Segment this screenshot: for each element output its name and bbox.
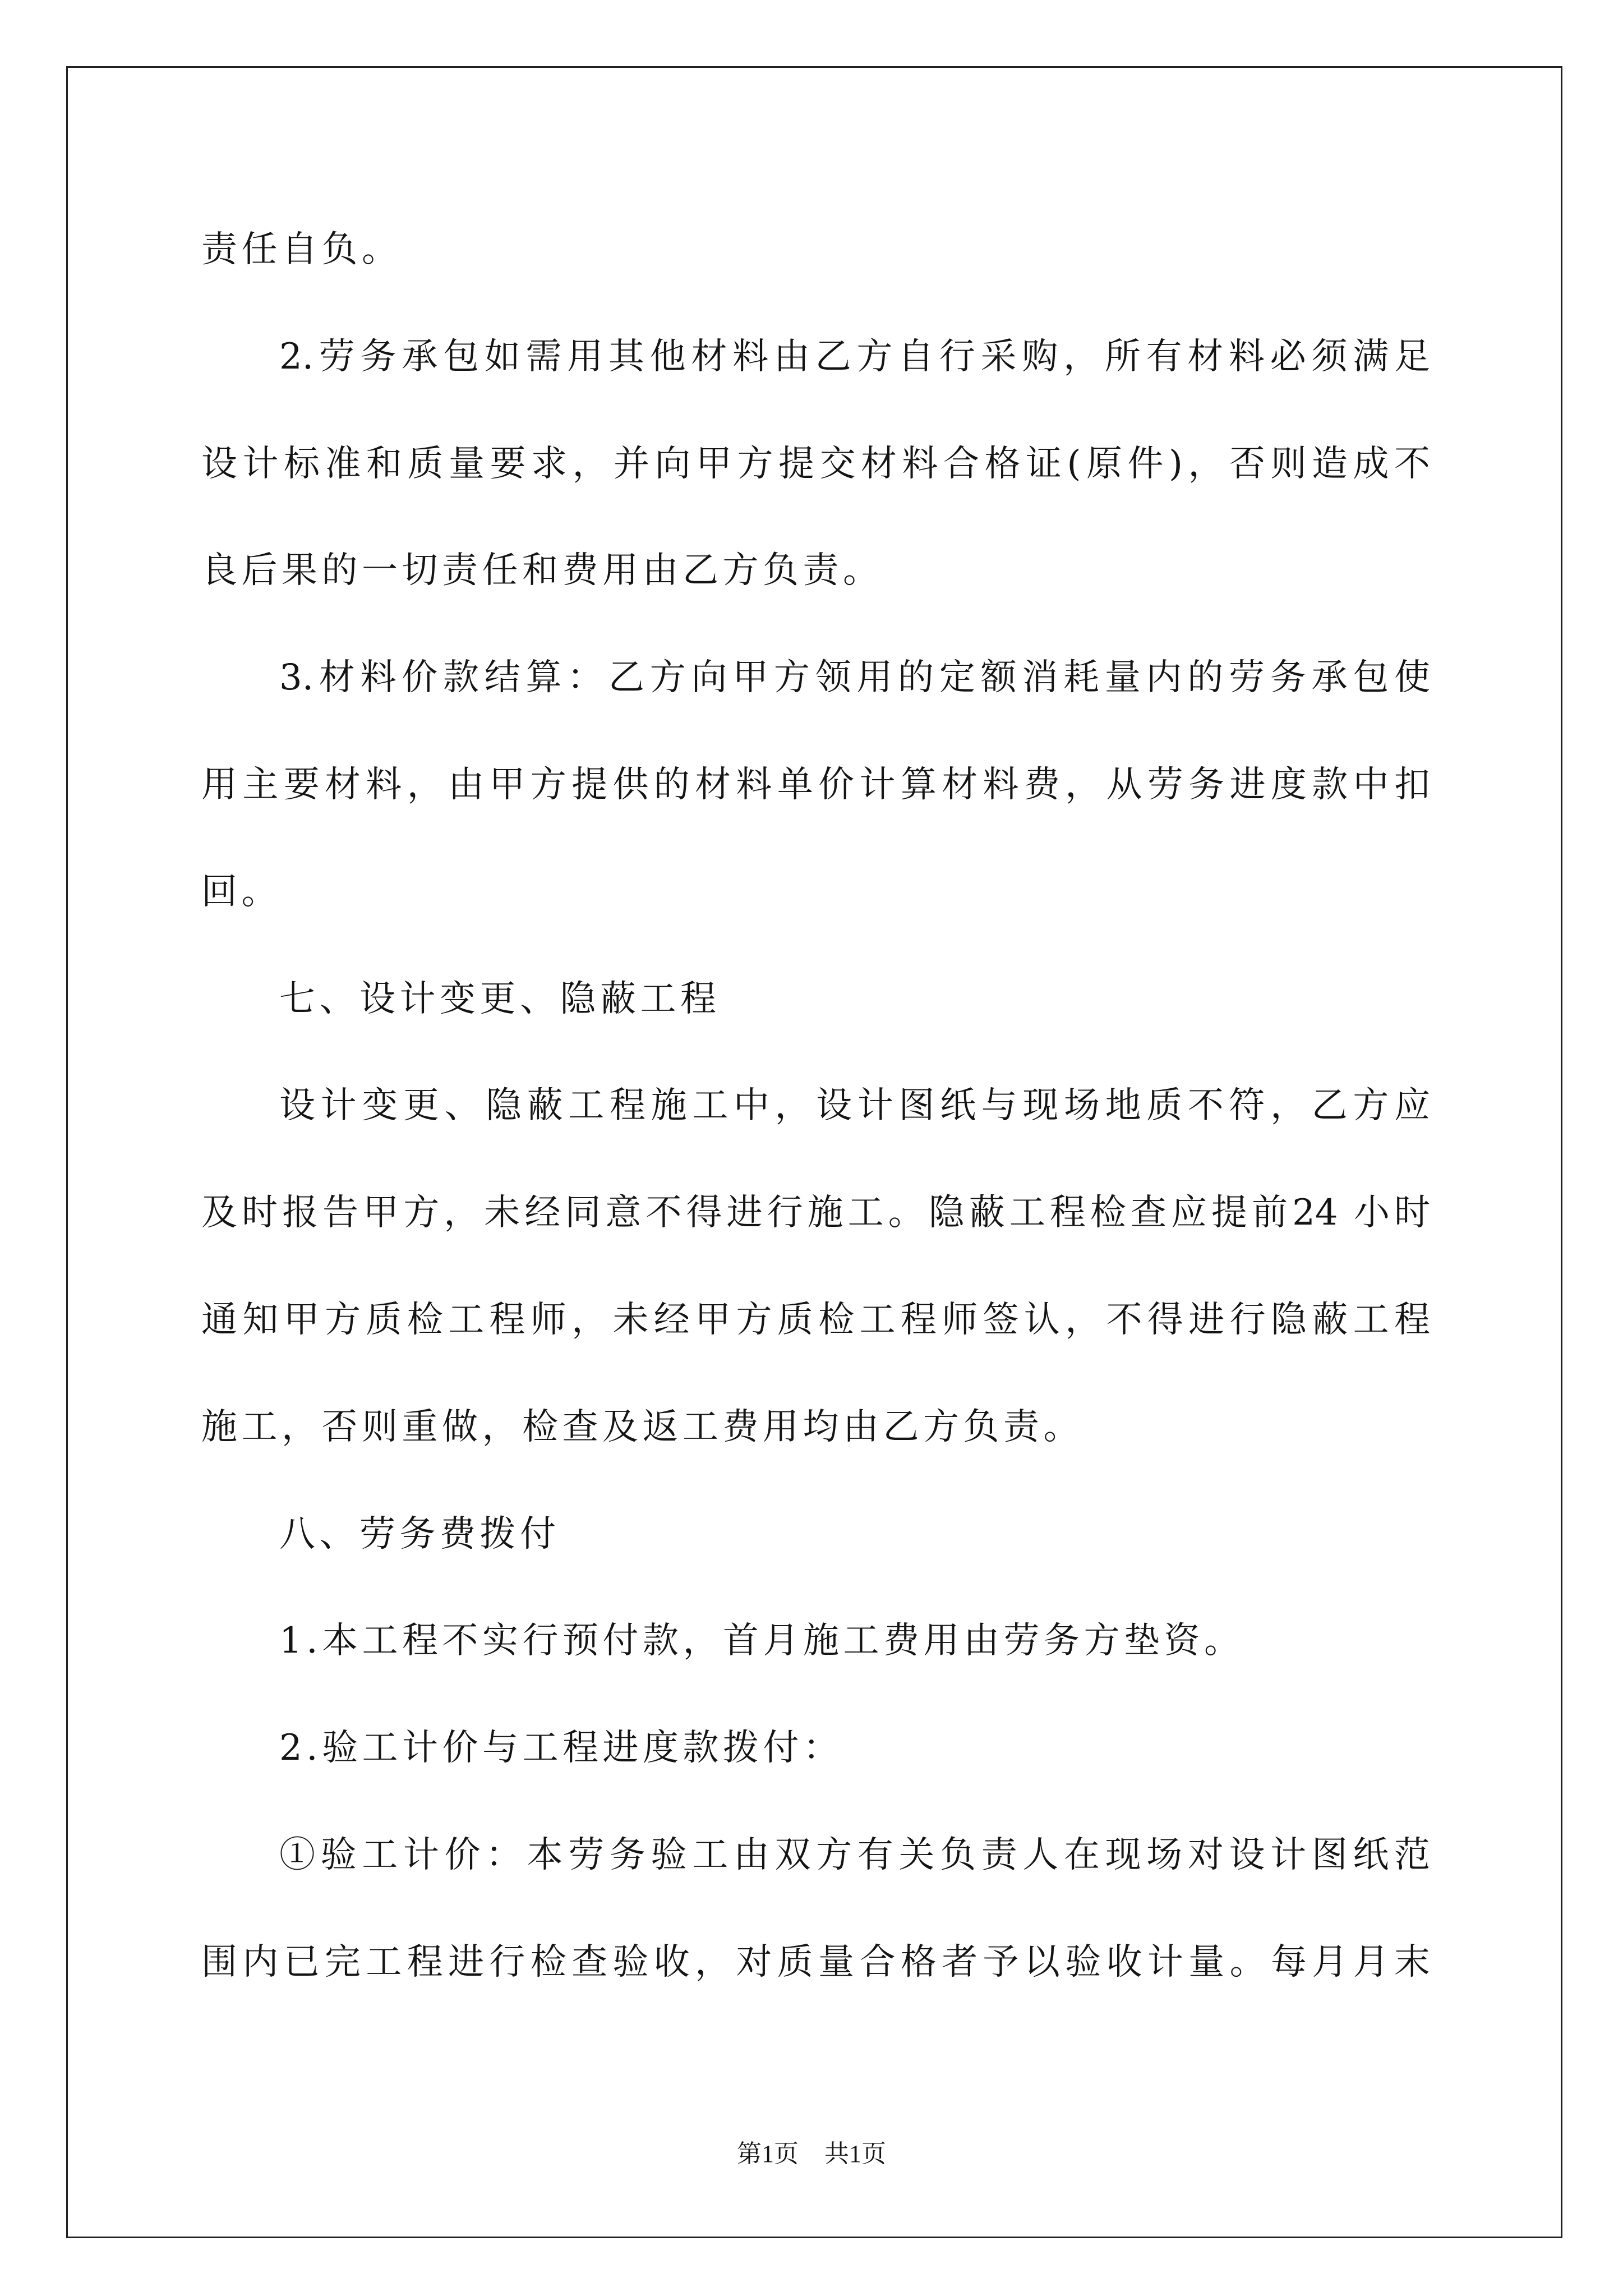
paragraph <box>201 1588 1430 1695</box>
document-body <box>201 196 1430 2016</box>
section-heading-text: 八、劳务费拨付 <box>279 1513 560 1555</box>
paragraph-line: ①验工计价：本劳务验工由双方有关负责人在现场对设计图纸范 <box>279 1834 1430 1876</box>
paragraph-line: 回。 <box>201 871 282 913</box>
section-heading <box>201 1481 1430 1588</box>
page-number: 第1页 <box>737 2140 799 2168</box>
paragraph-line: 良后果的一切责任和费用由乙方负责。 <box>201 550 883 592</box>
paragraph <box>201 1052 1430 1480</box>
paragraph-line: 设计变更、隐蔽工程施工中，设计图纸与现场地质不符，乙方应 <box>279 1085 1430 1127</box>
paragraph <box>201 1695 1430 1802</box>
paragraph-line: 2.劳务承包如需用其他材料由乙方自行采购，所有材料必须满足 <box>279 335 1430 378</box>
paragraph-line: 2.验工计价与工程进度款拨付： <box>279 1727 843 1769</box>
page-count: 共1页 <box>824 2140 886 2168</box>
paragraph-line: 围内已完工程进行检查验收，对质量合格者予以验收计量。每月月末 <box>201 1941 1430 1983</box>
section-heading-text: 七、设计变更、隐蔽工程 <box>279 978 721 1020</box>
paragraph-line: 1.本工程不实行预付款，首月施工费用由劳务方垫资。 <box>279 1620 1244 1662</box>
paragraph-line: 3.材料价款结算：乙方向甲方领用的定额消耗量内的劳务承包使 <box>279 657 1430 699</box>
paragraph-line: 用主要材料，由甲方提供的材料单价计算材料费，从劳务进度款中扣 <box>201 763 1430 806</box>
section-heading <box>201 946 1430 1053</box>
paragraph <box>201 1802 1430 2016</box>
paragraph-line: 通知甲方质检工程师，未经甲方质检工程师签认，不得进行隐蔽工程 <box>201 1299 1430 1341</box>
paragraph-line: 及时报告甲方，未经同意不得进行施工。隐蔽工程检查应提前24 小时 <box>201 1192 1430 1234</box>
paragraph <box>201 196 1430 303</box>
paragraph <box>201 624 1430 945</box>
page-footer <box>0 2137 1623 2171</box>
paragraph <box>201 303 1430 624</box>
paragraph-line: 责任自负。 <box>201 229 402 270</box>
paragraph-line: 施工，否则重做，检查及返工费用均由乙方负责。 <box>201 1406 1083 1448</box>
paragraph-line: 设计标准和质量要求，并向甲方提交材料合格证(原件)，否则造成不 <box>201 443 1430 485</box>
